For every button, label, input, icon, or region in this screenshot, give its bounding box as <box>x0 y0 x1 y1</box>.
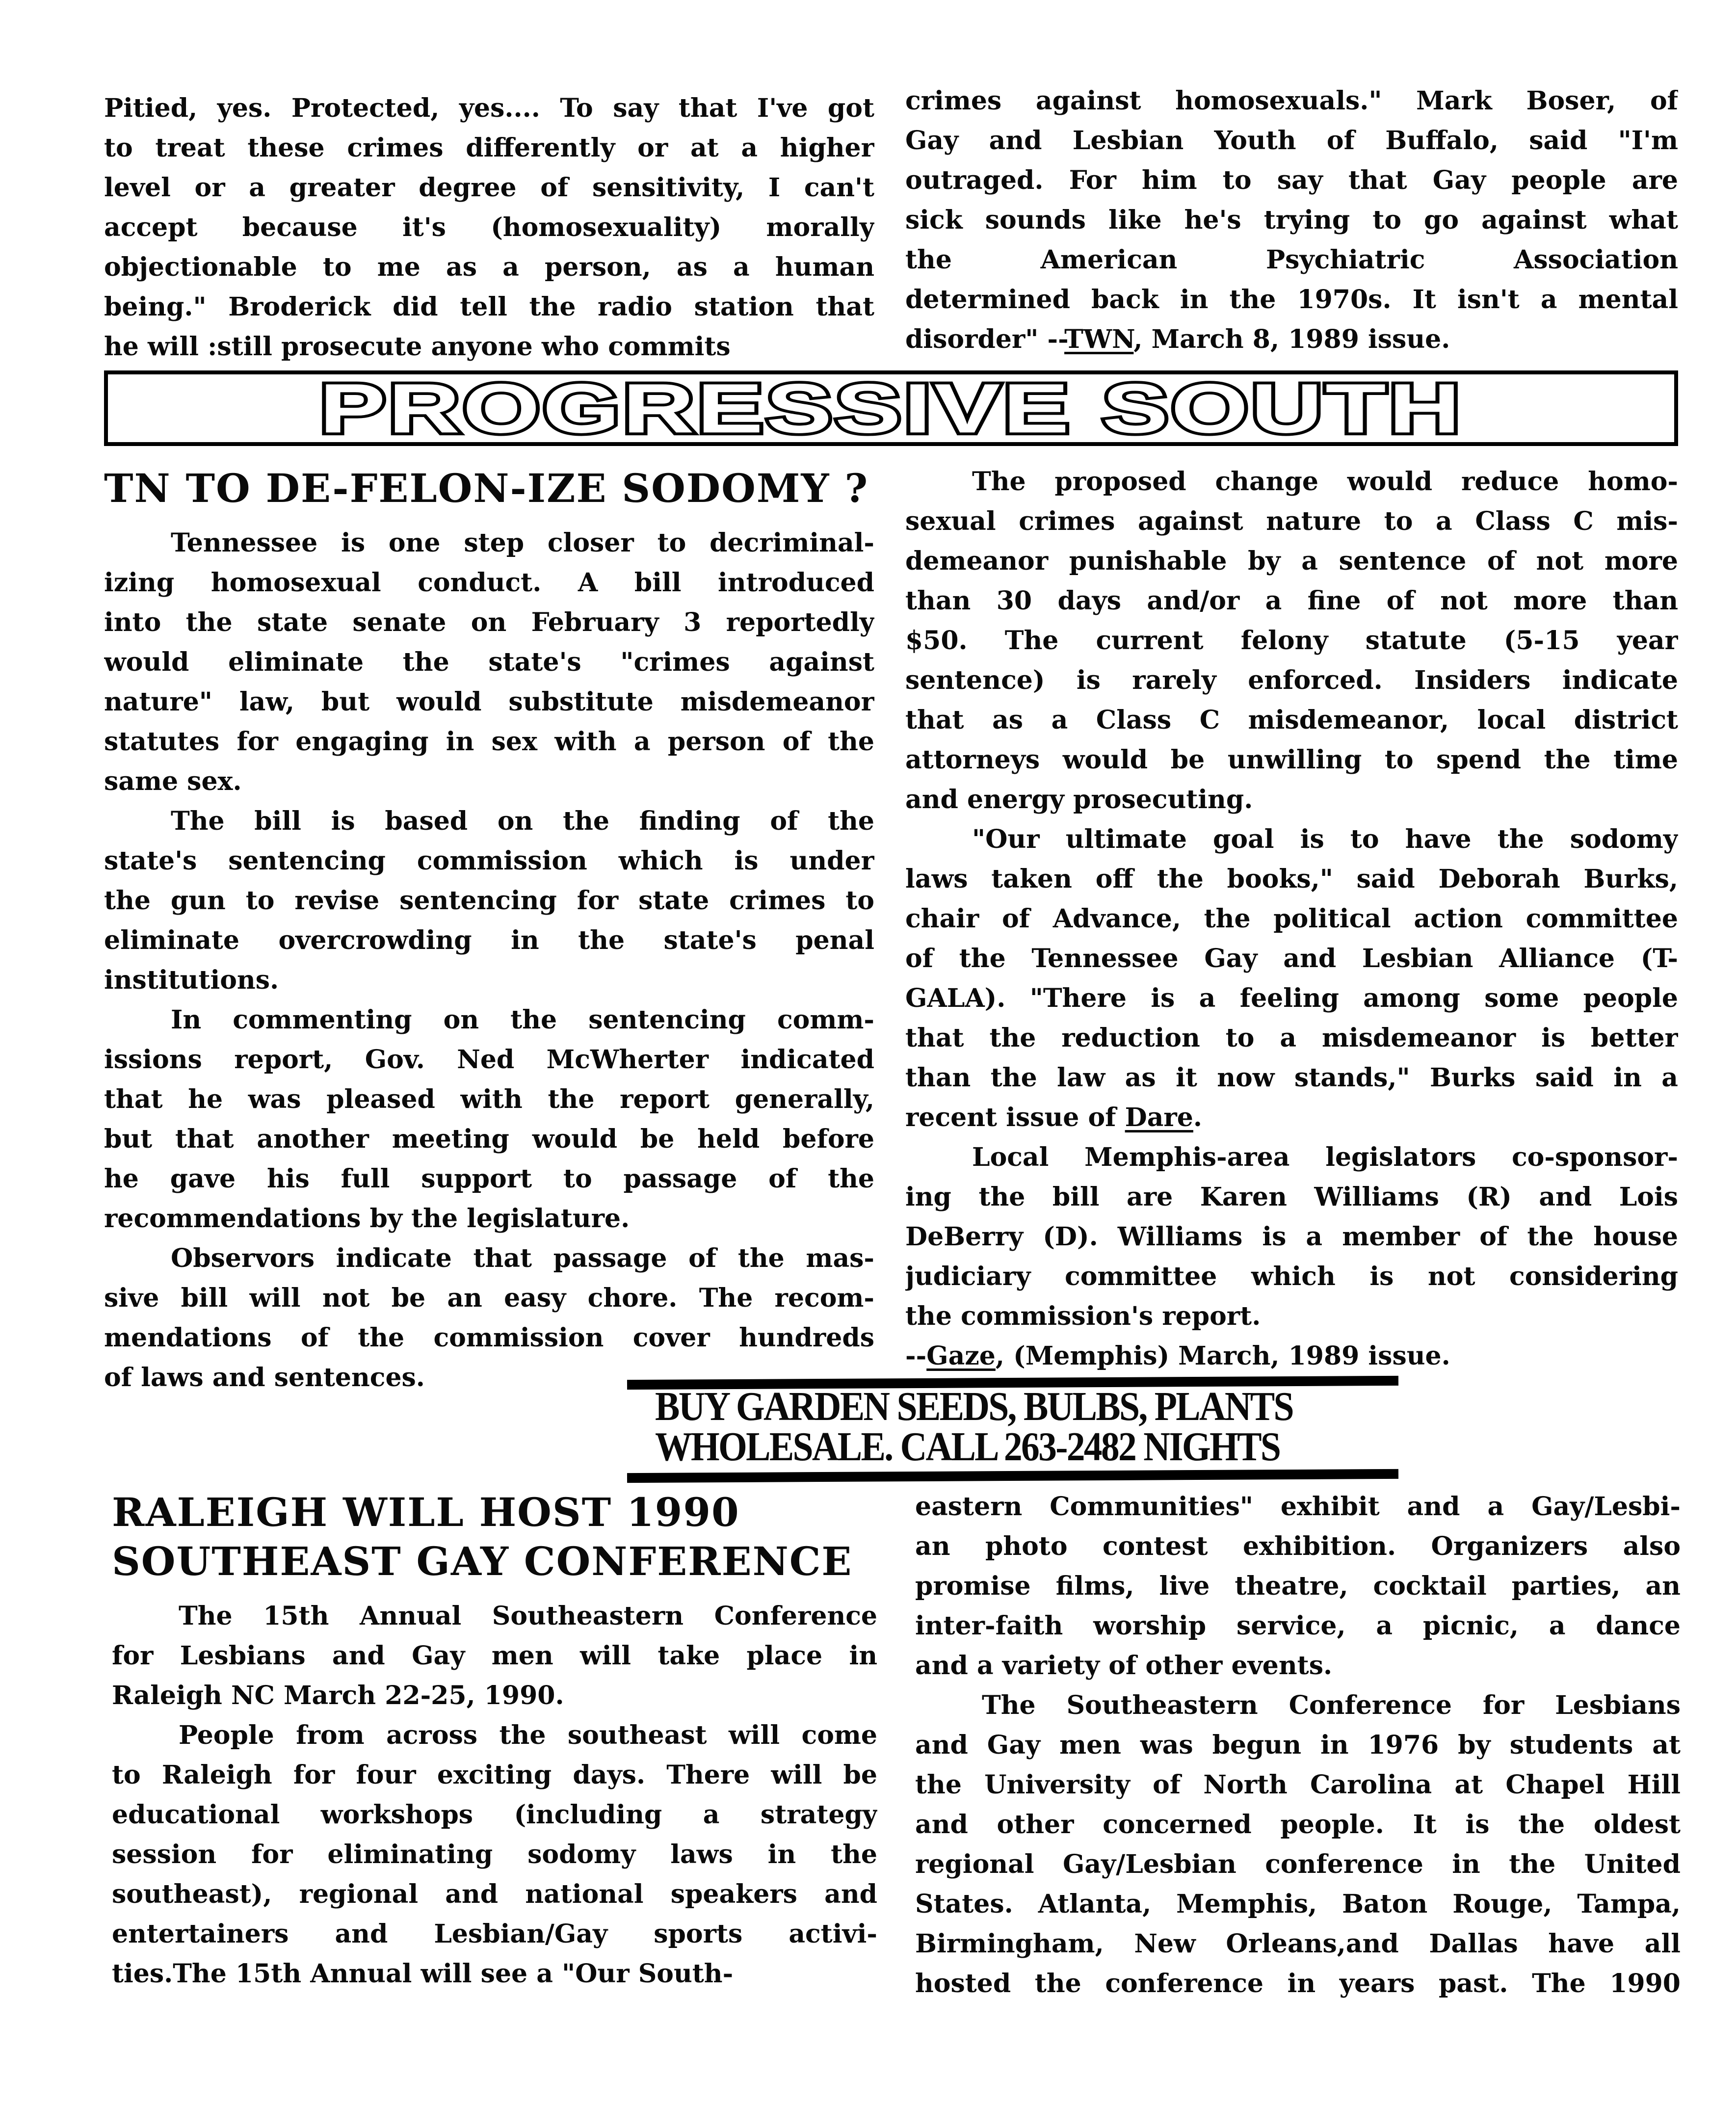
text-line: regional Gay/Lesbian conference in the United <box>915 1849 1681 1879</box>
text-line: nature" law, but would substitute misdemeanor <box>104 687 874 717</box>
text-line: but that another meeting would be held before <box>104 1124 874 1154</box>
text-line: than the law as it now stands," Burks said in a <box>905 1063 1678 1093</box>
paragraph <box>104 1238 874 1397</box>
text-line: he gave his full support to passage of the <box>104 1164 874 1194</box>
text-line: that the reduction to a misdemeanor is better <box>905 1023 1678 1053</box>
text-line: GALA). "There is a feeling among some people <box>905 983 1678 1013</box>
text-line: ing the bill are Karen Williams (R) and Lois <box>905 1182 1678 1212</box>
text-line: eastern Communities" exhibit and a Gay/Lesbi- <box>915 1492 1681 1522</box>
text-line: States. Atlanta, Memphis, Baton Rouge, Tampa, <box>915 1889 1681 1919</box>
text-line: The bill is based on the finding of the <box>171 806 874 836</box>
text-line: the University of North Carolina at Chapel Hill <box>915 1770 1681 1800</box>
banner-title: PROGRESSIVE SOUTH <box>319 368 1463 447</box>
text-line: Observors indicate that passage of the mas- <box>171 1243 874 1273</box>
text-line: recent issue of Dare. <box>905 1103 1203 1132</box>
ad-bottom-rule <box>627 1469 1398 1483</box>
text-line: sick sounds like he's trying to go against what <box>905 205 1678 235</box>
text-line: "Our ultimate goal is to have the sodomy <box>972 824 1678 854</box>
text-line: In commenting on the sentencing comm- <box>171 1005 874 1035</box>
text-line: sentence) is rarely enforced. Insiders indicate <box>905 665 1678 695</box>
article1-left-column <box>104 523 874 1397</box>
text-line: demeanor punishable by a sentence of not more <box>905 546 1678 576</box>
text-line: statutes for engaging in sex with a person of the <box>104 727 874 757</box>
underlined-title: TWN <box>1064 324 1134 354</box>
text-line: and energy prosecuting. <box>905 785 1253 815</box>
text-line: issions report, Gov. Ned McWherter indicated <box>104 1045 874 1075</box>
text-line: DeBerry (D). Williams is a member of the house <box>905 1222 1678 1252</box>
article2-headline-line-2: SOUTHEAST GAY CONFERENCE <box>112 1538 853 1584</box>
text-line: The Southeastern Conference for Lesbians <box>982 1690 1681 1720</box>
text-line: of the Tennessee Gay and Lesbian Alliance (T- <box>905 944 1678 973</box>
text-line: The proposed change would reduce homo- <box>972 467 1678 497</box>
text-line: Local Memphis-area legislators co-sponsor- <box>972 1142 1678 1172</box>
text-line: izing homosexual conduct. A bill introduced <box>104 568 874 598</box>
paragraph <box>104 88 874 367</box>
top-right-column <box>905 81 1678 359</box>
text-line: institutions. <box>104 965 279 995</box>
article2-right-column <box>915 1487 1681 2003</box>
text-line: laws taken off the books," said Deborah Burks, <box>905 864 1678 894</box>
article1-headline: TN TO DE-FELON-IZE SODOMY ? <box>104 465 869 511</box>
text-line: the gun to revise sentencing for state crimes to <box>104 886 874 916</box>
text-line: and other concerned people. It is the oldest <box>915 1810 1681 1840</box>
article2-headline-line-1: RALEIGH WILL HOST 1990 <box>112 1489 740 1535</box>
text-line: of laws and sentences. <box>104 1363 425 1393</box>
text-line: Tennessee is one step closer to decriminal- <box>171 528 874 558</box>
text-line: crimes against homosexuals." Mark Boser, of <box>905 86 1678 116</box>
text-line: the American Psychiatric Association <box>905 245 1678 275</box>
text-line: $50. The current felony statute (5-15 year <box>905 626 1678 656</box>
text-line: entertainers and Lesbian/Gay sports activi- <box>112 1919 877 1949</box>
text-line: inter-faith worship service, a picnic, a dance <box>915 1611 1681 1641</box>
text-line: and a variety of other events. <box>915 1651 1333 1681</box>
paragraph <box>905 819 1678 1137</box>
text-line: level or a greater degree of sensitivity, I can't <box>104 173 874 203</box>
text-line: --Gaze, (Memphis) March, 1989 issue. <box>905 1341 1450 1371</box>
text-line: that he was pleased with the report generally, <box>104 1084 874 1114</box>
text-line: disorder" --TWN, March 8, 1989 issue. <box>905 324 1450 354</box>
paragraph <box>905 81 1678 359</box>
text-line: state's sentencing commission which is under <box>104 846 874 876</box>
text-line: eliminate overcrowding in the state's penal <box>104 925 874 955</box>
article1-right-column <box>905 462 1678 1376</box>
text-line: than 30 days and/or a fine of not more than <box>905 586 1678 616</box>
text-line: mendations of the commission cover hundreds <box>104 1323 874 1353</box>
text-line: ties.The 15th Annual will see a "Our South- <box>112 1959 734 1989</box>
ad-line-2: WHOLESALE. CALL 263-2482 NIGHTS <box>655 1424 1280 1470</box>
paragraph <box>104 801 874 1000</box>
text-line: recommendations by the legislature. <box>104 1204 630 1234</box>
text-line: determined back in the 1970s. It isn't a mental <box>905 285 1678 315</box>
text-line: outraged. For him to say that Gay people are <box>905 165 1678 195</box>
text-line: sive bill will not be an easy chore. The recom- <box>104 1283 874 1313</box>
paragraph <box>112 1596 877 1715</box>
text-line: attorneys would be unwilling to spend the time <box>905 745 1678 775</box>
text-line: southeast), regional and national speakers and <box>112 1879 877 1909</box>
text-line: hosted the conference in years past. The 1990 <box>915 1969 1681 1999</box>
underlined-title: Dare <box>1125 1103 1193 1132</box>
text-line: The 15th Annual Southeastern Conference <box>179 1601 877 1631</box>
text-line: same sex. <box>104 766 242 796</box>
top-left-column <box>104 88 874 367</box>
paragraph <box>905 1137 1678 1336</box>
text-line: and Gay men was begun in 1976 by students at <box>915 1730 1681 1760</box>
text-line: judiciary committee which is not considering <box>905 1262 1678 1291</box>
text-line: chair of Advance, the political action committee <box>905 904 1678 934</box>
text-line: for Lesbians and Gay men will take place in <box>112 1641 877 1671</box>
text-line: objectionable to me as a person, as a human <box>104 252 874 282</box>
text-line: Pitied, yes. Protected, yes.... To say that I've got <box>104 93 874 123</box>
paragraph <box>112 1715 877 1994</box>
paragraph <box>905 1336 1678 1376</box>
text-line: would eliminate the state's "crimes against <box>104 647 874 677</box>
text-line: Gay and Lesbian Youth of Buffalo, said "I'm <box>905 126 1678 156</box>
text-line: into the state senate on February 3 reportedly <box>104 607 874 637</box>
text-line: to treat these crimes differently or at a higher <box>104 133 874 163</box>
underlined-title: Gaze <box>926 1341 996 1371</box>
article2-left-column <box>112 1596 877 1994</box>
section-banner <box>104 370 1678 446</box>
text-line: that as a Class C misdemeanor, local district <box>905 705 1678 735</box>
text-line: being." Broderick did tell the radio station that <box>104 292 874 322</box>
text-line: promise films, live theatre, cocktail parties, an <box>915 1571 1681 1601</box>
text-line: accept because it's (homosexuality) morally <box>104 212 874 242</box>
text-line: People from across the southeast will come <box>179 1720 877 1750</box>
text-line: he will :still prosecute anyone who commits <box>104 332 731 362</box>
text-line: an photo contest exhibition. Organizers also <box>915 1531 1681 1561</box>
text-line: Birmingham, New Orleans,and Dallas have all <box>915 1929 1681 1959</box>
text-line: educational workshops (including a strategy <box>112 1800 877 1830</box>
paragraph <box>104 523 874 801</box>
text-line: sexual crimes against nature to a Class C mis- <box>905 506 1678 536</box>
text-line: the commission's report. <box>905 1301 1261 1331</box>
paragraph <box>104 1000 874 1238</box>
text-line: Raleigh NC March 22-25, 1990. <box>112 1681 564 1710</box>
paragraph <box>915 1685 1681 2003</box>
text-line: session for eliminating sodomy laws in the <box>112 1840 877 1869</box>
paragraph <box>905 462 1678 819</box>
ad-line-1: BUY GARDEN SEEDS, BULBS, PLANTS <box>655 1384 1293 1429</box>
paragraph <box>915 1487 1681 1685</box>
text-line: to Raleigh for four exciting days. There will be <box>112 1760 877 1790</box>
